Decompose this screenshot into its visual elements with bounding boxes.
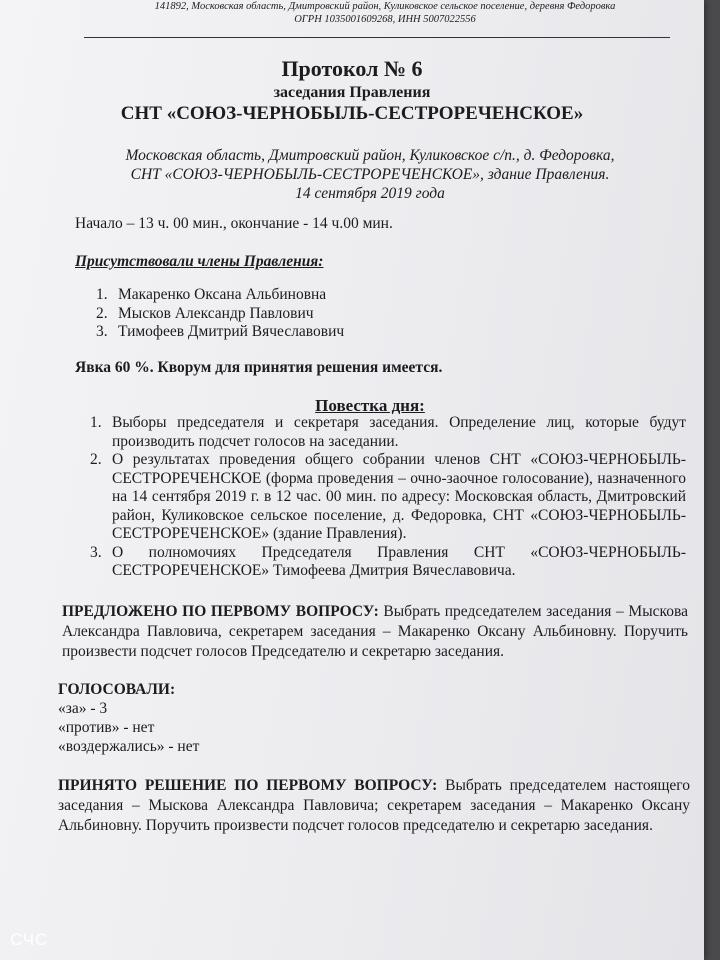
list-item: 1. Выборы председателя и секретаря заседания. Определение лиц, которые будут производить подсчет голосов на заседании. <box>90 414 686 450</box>
agenda-heading: Повестка дня: <box>315 396 425 415</box>
voting-results <box>58 680 199 756</box>
decision-first-question <box>58 776 690 836</box>
votes-against: «против» - нет <box>58 719 155 736</box>
decision-text: Выбрать председателем настоящего заседания – Мыскова Александра Павловича; секретарем заседания – Макаренко Оксану Альбиновну. Поручить произвести подсчет голосов председателю и секретарю заседания. <box>58 777 690 834</box>
decision-label: ПРИНЯТО РЕШЕНИЕ ПО ПЕРВОМУ ВОПРОСУ: <box>58 777 438 794</box>
letterhead-ids: ОГРН 1035001609268, ИНН 5007022556 <box>294 14 476 25</box>
voting-heading: ГОЛОСОВАЛИ: <box>58 681 176 698</box>
meeting-time: Начало – 13 ч. 00 мин., окончание - 14 ч.00 мин. <box>75 215 393 232</box>
list-item: 3. Тимофеев Дмитрий Вячеславович <box>96 323 345 340</box>
meeting-place <box>100 146 640 203</box>
protocol-subtitle: заседания Правления <box>273 84 431 101</box>
agenda-list <box>90 414 686 581</box>
attendees-list <box>96 286 496 342</box>
proposal-first-question <box>62 602 688 662</box>
attendee-name: Тимофеев Дмитрий Вячеславович <box>118 323 345 340</box>
letterhead <box>150 0 620 26</box>
votes-abstained: «воздержались» - нет <box>58 738 200 755</box>
place-line-1: Московская область, Дмитровский район, Куликовское с/п., д. Федоровка, <box>125 147 615 164</box>
organization-name: СНТ «СОЮЗ-ЧЕРНОБЫЛЬ-СЕСТРОРЕЧЕНСКОЕ» <box>120 103 584 124</box>
agenda-item-text: Выборы председателя и секретаря заседания. Определение лиц, которые будут производить подсчет голосов на заседании. <box>112 414 686 450</box>
proposal-text: Выбрать председателем заседания – Мыскова Александра Павловича, секретарем заседания – Макаренко Оксану Альбиновну. Поручить произвести подсчет голосов Председателю и секретарю заседания. <box>62 603 688 660</box>
agenda-item-text: О результатах проведения общего собрании членов СНТ «СОЮЗ-ЧЕРНОБЫЛЬ-СЕСТРОРЕЧЕНСКОЕ (форма проведения – очно-заочное голосование), назначенного на 14 сентября 2019 г. в 12 час. 00 мин. по адресу: Московская область, Дмитровский район, Куликовское сельское поселение, д. Федоровка, СНТ «СОЮЗ-ЧЕРНОБЫЛЬ-СЕСТРОРЕЧЕНСКОЕ» (здание Правления). <box>112 451 686 542</box>
watermark-stamp: СЧС <box>10 930 49 949</box>
list-item: 3. О полномочиях Председателя Правления СНТ «СОЮЗ-ЧЕРНОБЫЛЬ-СЕСТРОРЕЧЕНСКОЕ» Тимофеева Дмитрия Вячеславовича. <box>90 543 686 579</box>
meeting-date: 14 сентября 2019 года <box>295 185 445 202</box>
votes-for: «за» - 3 <box>58 700 108 717</box>
attendee-name: Мысков Александр Павлович <box>118 304 314 322</box>
list-item: 1. Макаренко Оксана Альбиновна <box>96 286 327 303</box>
quorum-statement: Явка 60 %. Кворум для принятия решения имеется. <box>75 359 443 376</box>
protocol-title: Протокол № 6 <box>281 56 423 81</box>
proposal-label: ПРЕДЛОЖЕНО ПО ПЕРВОМУ ВОПРОСУ: <box>62 603 379 620</box>
list-item: 2. О результатах проведения общего собрании членов СНТ «СОЮЗ-ЧЕРНОБЫЛЬ-СЕСТРОРЕЧЕНСКОЕ (форма проведения – очно-заочное голосование), назначенного на 14 сентября 2019 г. в 12 час. 00 мин. по адресу: Московская область, Дмитровский район, Куликовское сельское поселение, д. Федоровка, СНТ «СОЮЗ-ЧЕРНОБЫЛЬ-СЕСТРОРЕЧЕНСКОЕ» (здание Правления). <box>90 451 686 542</box>
letterhead-divider <box>84 37 670 38</box>
list-item: 2. Мысков Александр Павлович <box>96 304 314 322</box>
place-line-2: СНТ «СОЮЗ-ЧЕРНОБЫЛЬ-СЕСТРОРЕЧЕНСКОЕ», здание Правления. <box>130 166 610 183</box>
attendee-name: Макаренко Оксана Альбиновна <box>118 286 327 303</box>
attendees-heading: Присутствовали члены Правления: <box>75 253 324 270</box>
letterhead-address: 141892, Московская область, Дмитровский район, Куликовское сельское поселение, деревня Федоровка <box>154 1 616 12</box>
agenda-item-text: О полномочиях Председателя Правления СНТ «СОЮЗ-ЧЕРНОБЫЛЬ-СЕСТРОРЕЧЕНСКОЕ» Тимофеева Дмитрия Вячеславовича. <box>112 543 686 579</box>
